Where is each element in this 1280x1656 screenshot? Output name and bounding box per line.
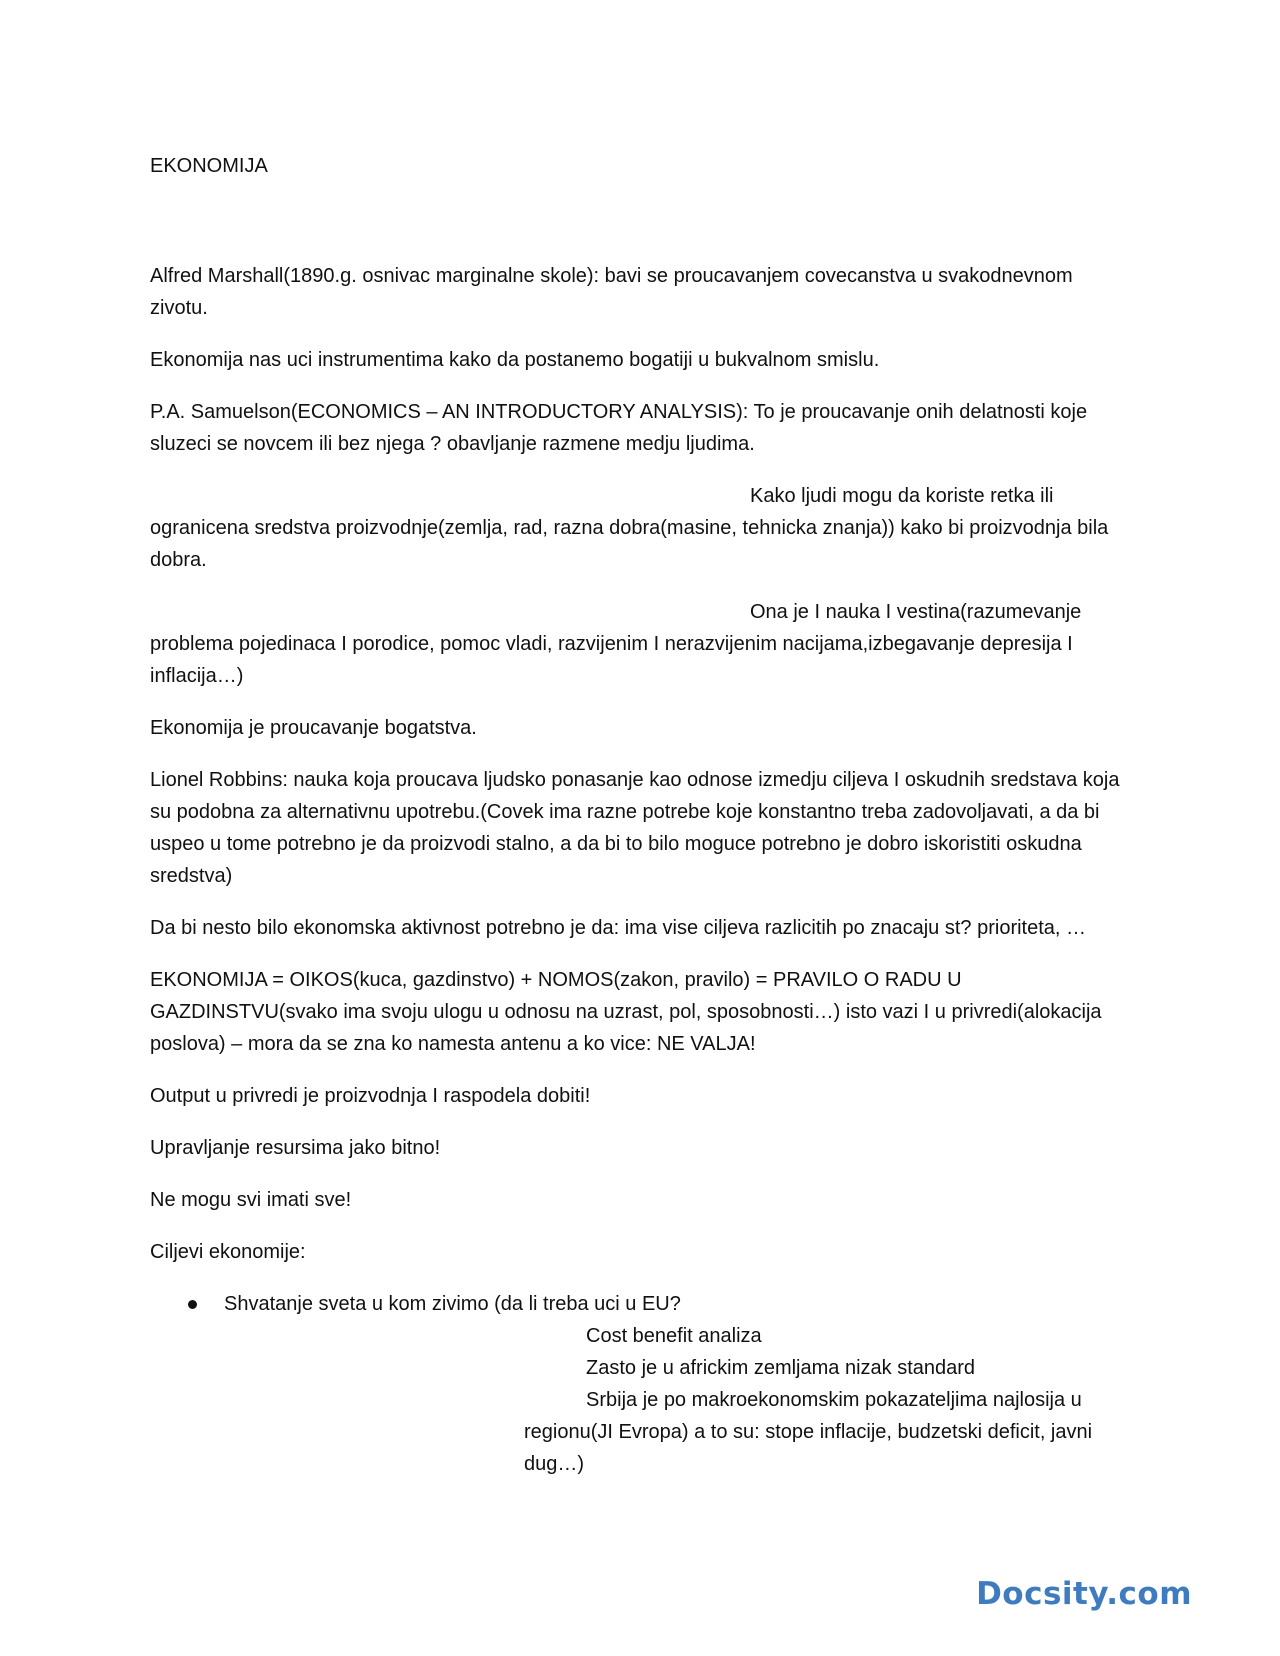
paragraph-definition: EKONOMIJA = OIKOS(kuca, gazdinstvo) + NOMOS(zakon, pravilo) = PRAVILO O RADU U GAZDINSTVU(svako ima svoju ulogu u odnosu na uzrast, pol, sposobnosti…) isto vazi I u privredi(alokacija poslova) – mora da se zna ko namesta antenu a ko vice: NE VALJA! — [150, 969, 1102, 1055]
paragraph-marshall: Alfred Marshall(1890.g. osnivac marginalne skole): bavi se proucavanjem covecanstva u svakodnevnom zivotu. — [150, 265, 1073, 319]
paragraph-goals-heading: Ciljevi ekonomije: — [150, 1241, 306, 1263]
bullet-dot-icon — [188, 1300, 197, 1309]
paragraph-samuelson: P.A. Samuelson(ECONOMICS – AN INTRODUCTORY ANALYSIS): To je proucavanje onih delatnosti koje sluzeci se novcem ili bez njega ? obavljanje razmene medju ljudima. — [150, 401, 1088, 455]
paragraph-robbins: Lionel Robbins: nauka koja proucava ljudsko ponasanje kao odnose izmedju ciljeva I oskudnih sredstava koja su podobna za alternativnu upotrebu.(Covek ima razne potrebe koje konstantno treba zadovoljavati, a da bi uspeo u tome potrebno je da proizvodi stalno, a da bi to bilo moguce potrebno je dobro iskoristiti oskudna sredstva) — [150, 769, 1120, 887]
list-item — [150, 1288, 1130, 1480]
paragraph-output: Output u privredi je proizvodnja I raspodela dobiti! — [150, 1085, 591, 1107]
document-page — [150, 150, 1130, 1480]
paragraph-scarce-means-first: Kako ljudi mogu da koriste retka ili — [750, 485, 1054, 507]
paragraph-science-art-rest: problema pojedinaca I porodice, pomoc vladi, razvijenim I nerazvijenim nacijama,izbegavanje depresija I inflacija…) — [150, 633, 1073, 687]
paragraph-science-art-first: Ona je I nauka I vestina(razumevanje — [750, 601, 1082, 623]
paragraph-resources: Upravljanje resursima jako bitno! — [150, 1137, 441, 1159]
paragraph-instruments: Ekonomija nas uci instrumentima kako da postanemo bogatiji u bukvalnom smislu. — [150, 349, 880, 371]
bullet-sub-line-1: Cost benefit analiza — [586, 1325, 762, 1347]
paragraph-activity: Da bi nesto bilo ekonomska aktivnost potrebno je da: ima vise ciljeva razlicitih po znacaju st? prioriteta, … — [150, 917, 1087, 939]
docsity-watermark: Docsity.com — [976, 1576, 1192, 1612]
paragraph-scarce-means-rest: ogranicena sredstva proizvodnje(zemlja, rad, razna dobra(masine, tehnicka znanja)) kako bi proizvodnja bila dobra. — [150, 517, 1109, 571]
bullet-sub-line-2: Zasto je u africkim zemljama nizak standard — [586, 1357, 976, 1379]
paragraph-wealth: Ekonomija je proucavanje bogatstva. — [150, 717, 477, 739]
bullet-sub-line-3: Srbija je po makroekonomskim pokazateljima najlosija u — [586, 1389, 1082, 1411]
paragraph-not-everyone: Ne mogu svi imati sve! — [150, 1189, 352, 1211]
bullet-text: Shvatanje sveta u kom zivimo (da li treba uci u EU? — [224, 1293, 681, 1315]
paragraph-scarce-means — [150, 480, 1130, 576]
goals-list — [150, 1288, 1130, 1480]
document-title: EKONOMIJA — [150, 155, 268, 177]
bullet-sub-line-4: regionu(JI Evropa) a to su: stope inflacije, budzetski deficit, javni dug…) — [524, 1421, 1093, 1475]
paragraph-science-art — [150, 596, 1130, 692]
